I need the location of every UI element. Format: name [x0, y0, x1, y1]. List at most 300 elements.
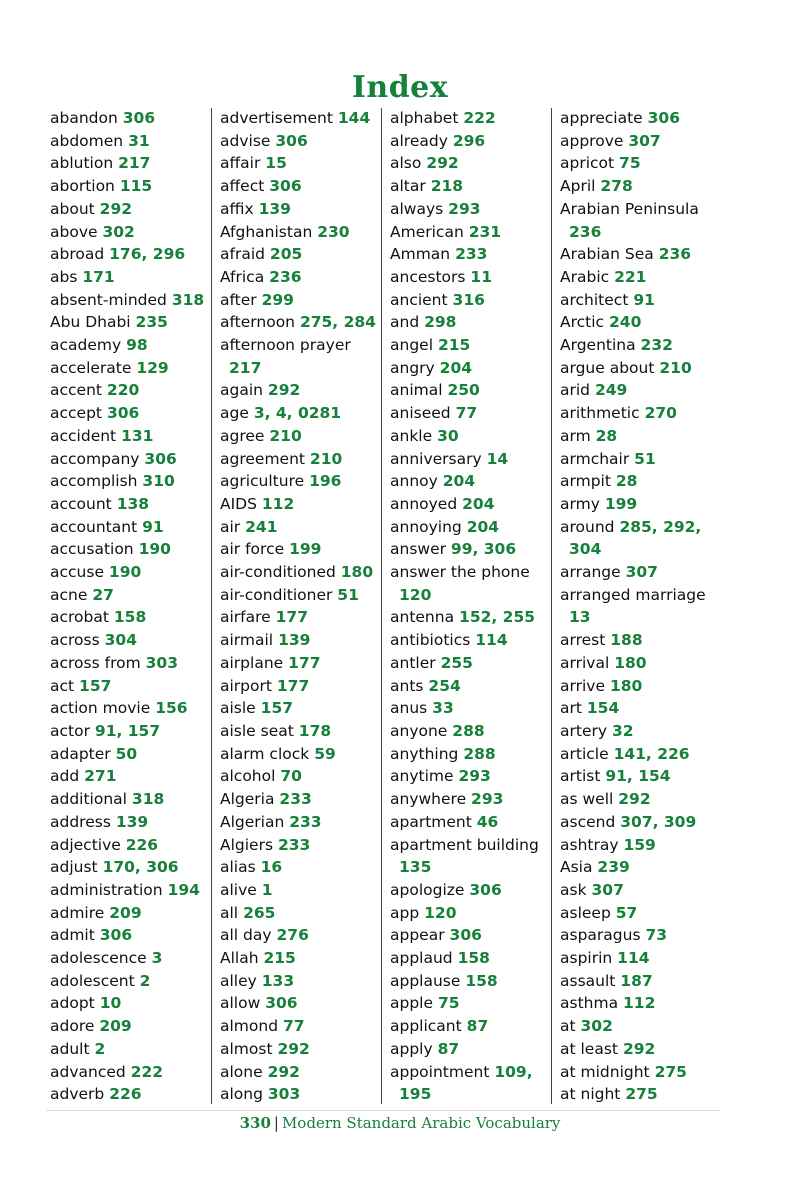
entry-page-numbers: 77 — [455, 404, 478, 423]
entry-page-numbers: 87 — [437, 1039, 460, 1058]
entry-term: ashtray — [560, 835, 619, 854]
index-entry — [390, 697, 552, 720]
entry-term: applause — [390, 971, 461, 990]
entry-term: applicant — [390, 1017, 462, 1036]
entry-page-numbers: 215 — [263, 949, 296, 968]
entry-page-numbers: 59 — [314, 744, 336, 763]
index-entry — [50, 243, 212, 266]
index-entry — [220, 811, 382, 834]
index-entry — [50, 743, 212, 766]
index-entry — [50, 970, 212, 993]
index-entry — [220, 334, 382, 357]
entry-page-numbers: 3 — [151, 949, 163, 968]
entry-term: airplane — [220, 653, 284, 672]
entry-term: address — [50, 812, 111, 831]
index-entry — [220, 107, 382, 130]
entry-page-numbers: 190 — [108, 563, 142, 582]
index-entry — [390, 992, 552, 1015]
index-entry — [560, 243, 722, 266]
entry-term: adapter — [50, 744, 111, 763]
entry-page-numbers: 87 — [466, 1017, 489, 1036]
index-entry — [390, 811, 552, 834]
index-entry — [220, 152, 382, 175]
index-entry — [560, 992, 722, 1015]
entry-page-numbers: 306 — [106, 404, 140, 423]
entry-term: antenna — [390, 608, 455, 627]
entry-page-numbers: 236 — [269, 267, 302, 286]
entry-term: accuse — [50, 563, 104, 582]
index-entry — [390, 1038, 552, 1061]
entry-page-numbers: 73 — [645, 926, 668, 945]
index-entry — [220, 834, 382, 857]
entry-page-numbers: 292 — [426, 154, 459, 173]
entry-page-numbers: 254 — [428, 676, 461, 695]
entry-term: admit — [50, 926, 95, 945]
index-entry — [50, 1083, 212, 1106]
index-entry — [50, 289, 212, 312]
entry-term: accusation — [50, 540, 134, 559]
index-entry — [220, 697, 382, 720]
entry-page-numbers: 10 — [99, 994, 122, 1013]
index-entry-continuation — [220, 357, 382, 380]
entry-page-numbers: 180 — [340, 563, 374, 582]
entry-term: adult — [50, 1039, 90, 1058]
entry-page-numbers: 306 — [275, 131, 308, 150]
entry-page-numbers: 226 — [109, 1085, 142, 1104]
entry-page-numbers: 271 — [84, 767, 117, 786]
entry-page-numbers: 156 — [155, 699, 188, 718]
entry-page-numbers: 187 — [620, 971, 653, 990]
entry-page-numbers: 177 — [288, 653, 321, 672]
entry-page-numbers: 57 — [615, 903, 638, 922]
entry-page-numbers: 14 — [486, 449, 509, 468]
index-entry — [220, 266, 382, 289]
entry-page-numbers: 3, 4, 0281 — [253, 404, 342, 423]
entry-term: also — [390, 154, 422, 173]
entry-page-numbers: 139 — [258, 199, 291, 218]
entry-page-numbers: 231 — [468, 222, 502, 241]
index-entry — [220, 720, 382, 743]
index-entry — [390, 243, 552, 266]
index-entry — [50, 266, 212, 289]
entry-page-numbers: 288 — [463, 744, 496, 763]
entry-term: already — [390, 131, 448, 150]
entry-term: art — [560, 699, 582, 718]
index-entry — [390, 788, 552, 811]
entry-page-numbers: 138 — [116, 494, 150, 513]
index-entry — [560, 743, 722, 766]
entry-term: around — [560, 517, 615, 536]
index-entry — [390, 970, 552, 993]
index-entry — [50, 175, 212, 198]
index-entry — [50, 311, 212, 334]
entry-page-numbers: 292 — [267, 1062, 300, 1081]
entry-term: April — [560, 177, 596, 196]
entry-term: action movie — [50, 699, 151, 718]
entry-page-numbers: 306 — [99, 926, 133, 945]
index-entry — [50, 198, 212, 221]
entry-page-numbers: 139 — [278, 631, 311, 650]
entry-term: advanced — [50, 1062, 126, 1081]
index-entry — [560, 357, 722, 380]
entry-term: air-conditioner — [220, 585, 333, 604]
entry-page-numbers: 233 — [277, 835, 311, 854]
index-entry — [50, 425, 212, 448]
index-entry — [220, 856, 382, 879]
entry-term: across — [50, 631, 100, 650]
index-entry-continuation — [390, 584, 552, 607]
index-entry — [220, 493, 382, 516]
index-entry-continuation — [560, 538, 722, 561]
index-entry — [560, 788, 722, 811]
entry-page-numbers: 30 — [437, 426, 459, 445]
entry-term: arrival — [560, 653, 610, 672]
entry-page-numbers: 232 — [640, 336, 673, 355]
entry-page-numbers: 235 — [135, 313, 168, 332]
index-entry — [220, 970, 382, 993]
entry-page-numbers: 226 — [125, 835, 159, 854]
index-entry — [50, 606, 212, 629]
entry-page-numbers: 288 — [452, 721, 485, 740]
entry-term: about — [50, 199, 95, 218]
entry-term: antler — [390, 653, 436, 672]
index-column-3 — [390, 107, 552, 1106]
entry-term: additional — [50, 790, 127, 809]
index-entry — [390, 629, 552, 652]
index-entry — [560, 107, 722, 130]
index-entry — [50, 516, 212, 539]
index-entry — [390, 675, 552, 698]
entry-term: aspirin — [560, 949, 613, 968]
entry-term: arrive — [560, 676, 605, 695]
entry-page-numbers: 240 — [609, 313, 642, 332]
index-entry — [220, 379, 382, 402]
entry-page-numbers: 304 — [104, 631, 137, 650]
index-entry — [560, 425, 722, 448]
entry-page-numbers: 292 — [99, 199, 133, 218]
entry-page-numbers: 120 — [424, 903, 457, 922]
entry-page-numbers: 302 — [580, 1017, 613, 1036]
index-entry — [220, 1038, 382, 1061]
index-entry — [560, 130, 722, 153]
entry-page-numbers: 204 — [439, 358, 473, 377]
entry-term: assault — [560, 971, 616, 990]
entry-page-numbers: 98 — [126, 336, 148, 355]
index-entry — [560, 561, 722, 584]
entry-page-numbers: 51 — [634, 449, 656, 468]
index-entry — [390, 1015, 552, 1038]
entry-term: artery — [560, 721, 608, 740]
entry-term: argue about — [560, 358, 655, 377]
entry-term: Abu Dhabi — [50, 313, 131, 332]
entry-term: accident — [50, 426, 117, 445]
index-entry — [560, 720, 722, 743]
entry-page-numbers: 310 — [142, 472, 175, 491]
index-entry — [560, 175, 722, 198]
entry-page-numbers: 296 — [452, 131, 486, 150]
entry-term: abandon — [50, 109, 118, 127]
entry-term: affair — [220, 154, 261, 173]
entry-page-numbers: 180 — [614, 653, 647, 672]
index-entry — [560, 198, 722, 221]
index-entry — [50, 788, 212, 811]
entry-term: adjective — [50, 835, 121, 854]
entry-term: all — [220, 903, 239, 922]
index-entry — [390, 743, 552, 766]
index-entry — [220, 675, 382, 698]
entry-page-numbers: 233 — [289, 812, 322, 831]
entry-page-numbers: 298 — [424, 313, 457, 332]
entry-page-numbers: 199 — [604, 494, 638, 513]
index-entry — [220, 175, 382, 198]
entry-page-numbers: 188 — [610, 631, 643, 650]
entry-page-numbers: 133 — [261, 971, 295, 990]
index-entry — [390, 924, 552, 947]
entry-page-numbers: 299 — [261, 290, 294, 309]
entry-page-numbers: 112 — [261, 494, 295, 513]
index-entry — [390, 606, 552, 629]
entry-term: ankle — [390, 426, 433, 445]
entry-term: aisle seat — [220, 721, 294, 740]
index-entry — [390, 947, 552, 970]
entry-page-numbers: 2 — [139, 971, 151, 990]
entry-term: account — [50, 494, 112, 513]
entry-page-numbers: 249 — [594, 381, 628, 400]
entry-term: abortion — [50, 177, 115, 196]
index-entry — [50, 221, 212, 244]
index-entry — [220, 1061, 382, 1084]
entry-page-numbers: 306 — [269, 177, 302, 196]
index-entry — [390, 538, 552, 561]
entry-term: as well — [560, 790, 614, 809]
index-entry — [50, 538, 212, 561]
entry-term: ask — [560, 880, 587, 899]
index-entry — [50, 130, 212, 153]
entry-term: approve — [560, 131, 624, 150]
entry-term: annoy — [390, 472, 438, 491]
entry-term: act — [50, 676, 75, 695]
entry-page-numbers: 180 — [609, 676, 643, 695]
index-entry — [220, 198, 382, 221]
entry-page-numbers: 75 — [437, 994, 460, 1013]
index-entry — [50, 856, 212, 879]
entry-page-numbers: 158 — [465, 971, 498, 990]
index-entry — [390, 402, 552, 425]
footer-separator: | — [273, 1114, 279, 1132]
entry-term: at midnight — [560, 1062, 650, 1081]
entry-term: alive — [220, 880, 257, 899]
entry-term: adolescent — [50, 971, 135, 990]
entry-page-numbers: 109, — [494, 1062, 533, 1081]
index-entry — [390, 107, 552, 130]
entry-term: abroad — [50, 245, 105, 264]
page-number: 330 — [239, 1114, 271, 1132]
entry-page-numbers: 120 — [399, 585, 432, 604]
index-entry — [50, 629, 212, 652]
entry-page-numbers: 129 — [136, 358, 169, 377]
entry-term: Arabian Peninsula — [560, 199, 699, 218]
entry-page-numbers: 293 — [448, 199, 481, 218]
entry-term: anytime — [390, 767, 454, 786]
index-entry — [390, 266, 552, 289]
index-entry — [390, 493, 552, 516]
entry-page-numbers: 204 — [462, 494, 495, 513]
entry-page-numbers: 141, 226 — [613, 744, 690, 763]
index-entry — [390, 334, 552, 357]
entry-page-numbers: 316 — [452, 290, 485, 309]
index-entry — [220, 1083, 382, 1106]
entry-term: Arabic — [560, 267, 610, 286]
entry-page-numbers: 199 — [289, 540, 322, 559]
index-entry — [50, 720, 212, 743]
entry-page-numbers: 275 — [654, 1062, 687, 1081]
entry-page-numbers: 91, 157 — [94, 721, 161, 740]
index-entry — [220, 221, 382, 244]
entry-page-numbers: 218 — [430, 177, 464, 196]
index-entry — [220, 470, 382, 493]
entry-page-numbers: 205 — [269, 245, 303, 264]
entry-term: Africa — [220, 267, 265, 286]
entry-page-numbers: 306 — [144, 449, 177, 468]
index-entry — [560, 266, 722, 289]
entry-term: Afghanistan — [220, 222, 313, 241]
entry-page-numbers: 278 — [600, 177, 633, 196]
entry-term: air-conditioned — [220, 563, 336, 582]
entry-term: adverb — [50, 1085, 105, 1104]
entry-term: annoyed — [390, 494, 458, 513]
entry-term: along — [220, 1085, 263, 1104]
entry-term: Arctic — [560, 313, 605, 332]
entry-term: accountant — [50, 517, 138, 536]
entry-page-numbers: 190 — [138, 540, 171, 559]
entry-term: afraid — [220, 245, 265, 264]
entry-term: ascend — [560, 812, 616, 831]
index-entry — [220, 584, 382, 607]
index-entry — [560, 379, 722, 402]
index-entry — [390, 879, 552, 902]
entry-page-numbers: 177 — [275, 608, 308, 627]
index-entry — [50, 765, 212, 788]
entry-term: armchair — [560, 449, 630, 468]
entry-page-numbers: 50 — [115, 744, 138, 763]
entry-term: appear — [390, 926, 445, 945]
index-entry — [50, 879, 212, 902]
entry-page-numbers: 154 — [586, 699, 620, 718]
index-entry — [50, 152, 212, 175]
entry-term: answer — [390, 540, 446, 559]
entry-page-numbers: 306 — [122, 109, 156, 127]
entry-term: altar — [390, 177, 426, 196]
entry-page-numbers: 77 — [283, 1017, 305, 1036]
index-entry — [220, 448, 382, 471]
entry-page-numbers: 306 — [647, 109, 680, 127]
entry-term: anus — [390, 699, 428, 718]
entry-term: airfare — [220, 608, 271, 627]
entry-page-numbers: 157 — [260, 699, 294, 718]
entry-term: apple — [390, 994, 434, 1013]
index-entry — [560, 289, 722, 312]
entry-term: air force — [220, 540, 285, 559]
entry-page-numbers: 114 — [475, 631, 508, 650]
entry-term: Algiers — [220, 835, 274, 854]
entry-term: antibiotics — [390, 631, 471, 650]
entry-page-numbers: 215 — [437, 336, 471, 355]
entry-term: Allah — [220, 949, 259, 968]
entry-page-numbers: 275, 284 — [299, 313, 376, 332]
entry-term: anniversary — [390, 449, 482, 468]
index-entry — [560, 765, 722, 788]
page-footer — [0, 1113, 800, 1133]
entry-term: administration — [50, 880, 163, 899]
index-entry — [50, 584, 212, 607]
entry-term: allow — [220, 994, 261, 1013]
entry-term: and — [390, 313, 420, 332]
entry-term: above — [50, 222, 98, 241]
index-entry — [390, 152, 552, 175]
entry-page-numbers: 255 — [440, 653, 473, 672]
entry-term: arm — [560, 426, 591, 445]
entry-term: afternoon — [220, 313, 296, 332]
entry-page-numbers: 171 — [82, 267, 115, 286]
entry-term: anywhere — [390, 790, 467, 809]
index-entry — [390, 379, 552, 402]
entry-term: armpit — [560, 472, 611, 491]
entry-term: agree — [220, 426, 265, 445]
index-entry — [560, 1038, 722, 1061]
entry-page-numbers: 158 — [457, 949, 490, 968]
entry-term: afternoon prayer — [220, 336, 351, 355]
entry-page-numbers: 210 — [309, 449, 343, 468]
entry-page-numbers: 13 — [569, 608, 591, 627]
entry-term: accomplish — [50, 472, 138, 491]
entry-term: age — [220, 404, 249, 423]
entry-term: asleep — [560, 903, 611, 922]
index-entry — [220, 992, 382, 1015]
index-entry — [390, 834, 552, 857]
index-entry — [560, 311, 722, 334]
index-entry — [560, 856, 722, 879]
entry-term: appointment — [390, 1062, 490, 1081]
entry-page-numbers: 204 — [466, 517, 500, 536]
entry-page-numbers: 131 — [121, 426, 154, 445]
entry-page-numbers: 28 — [595, 426, 618, 445]
index-entry — [560, 811, 722, 834]
entry-term: adolescence — [50, 949, 147, 968]
entry-term: adjust — [50, 858, 98, 877]
entry-page-numbers: 144 — [337, 109, 371, 127]
entry-page-numbers: 307, 309 — [620, 812, 697, 831]
entry-page-numbers: 32 — [611, 721, 634, 740]
entry-term: absent-minded — [50, 290, 167, 309]
entry-page-numbers: 318 — [131, 790, 165, 809]
index-entry — [50, 107, 212, 130]
entry-page-numbers: 16 — [260, 858, 283, 877]
entry-term: asthma — [560, 994, 619, 1013]
index-entry — [560, 629, 722, 652]
index-entry — [390, 221, 552, 244]
index-entry — [560, 902, 722, 925]
index-entry — [220, 652, 382, 675]
entry-term: alone — [220, 1062, 263, 1081]
entry-page-numbers: 176, 296 — [109, 245, 186, 264]
page-title: Index — [351, 70, 449, 105]
entry-page-numbers: 236 — [658, 245, 692, 264]
entry-term: apartment building — [390, 835, 539, 854]
entry-term: at night — [560, 1085, 621, 1104]
entry-term: again — [220, 381, 263, 400]
index-entry — [560, 697, 722, 720]
index-entry — [220, 516, 382, 539]
